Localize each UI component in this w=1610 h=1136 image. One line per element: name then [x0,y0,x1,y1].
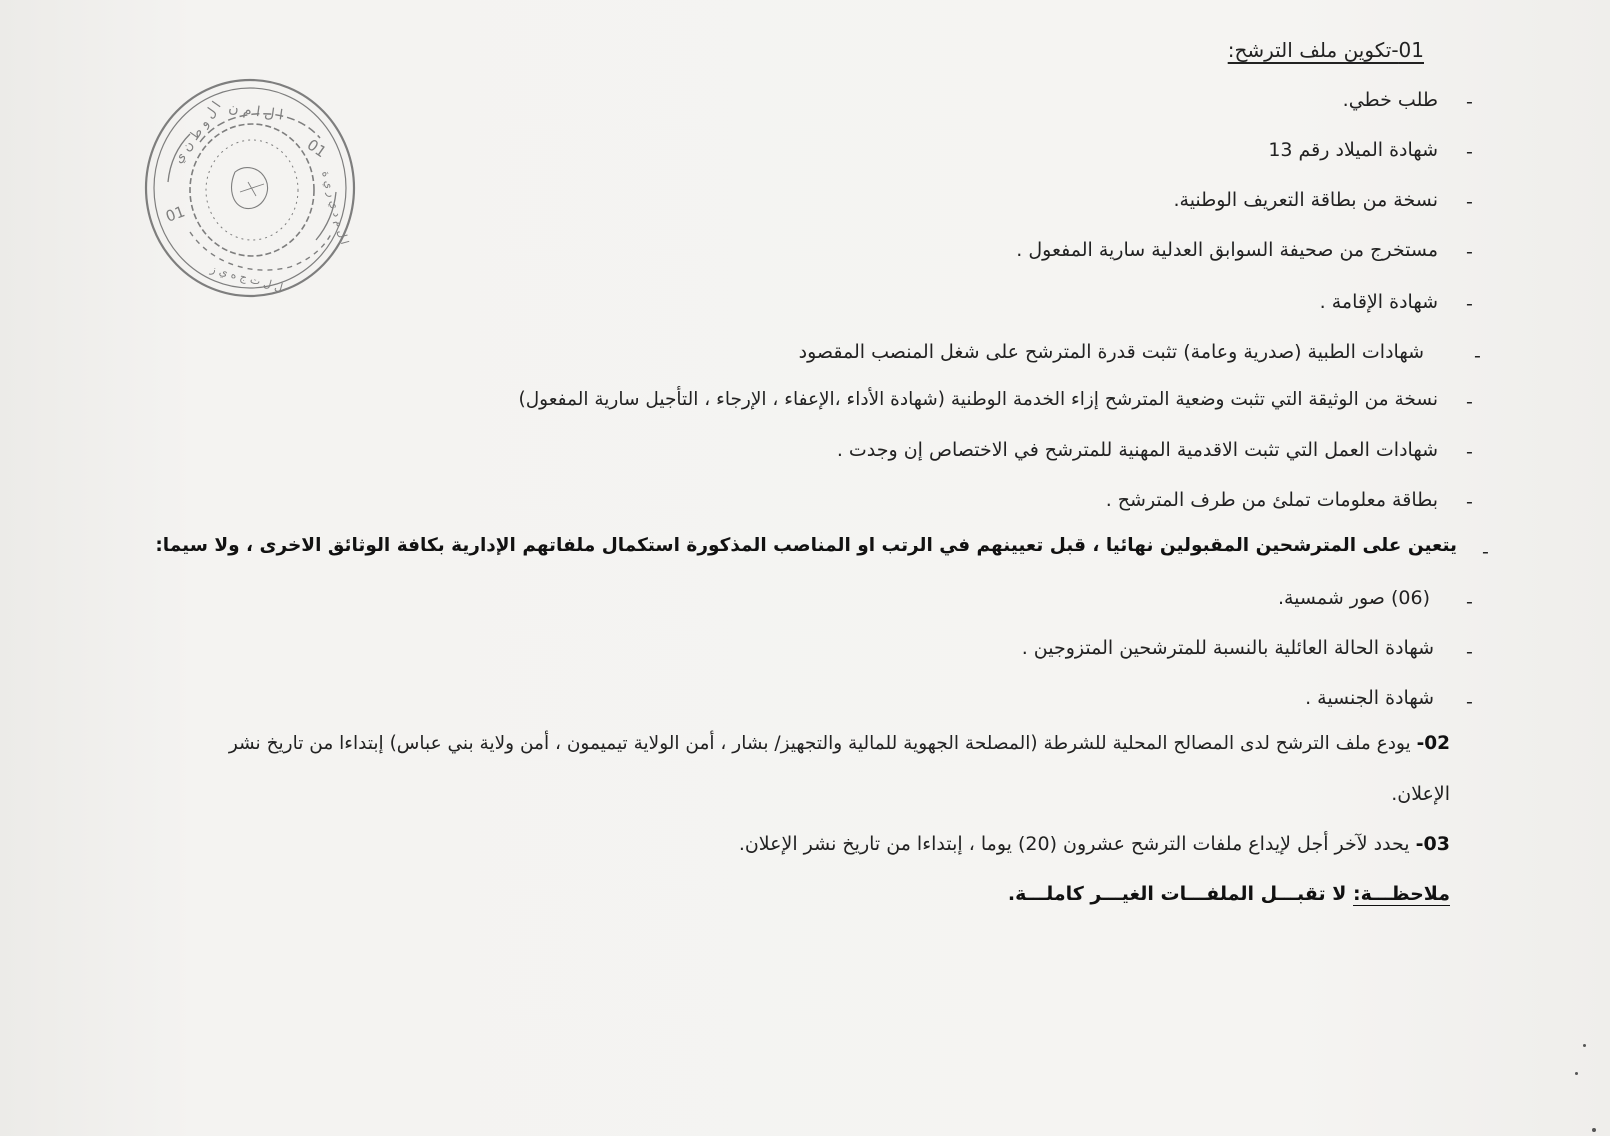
deadline-instructions [739,830,1450,858]
bullet-dash: - [1466,141,1473,163]
section-number: 03- [1415,833,1450,855]
scan-speck [1575,1072,1578,1075]
list-item: (06) صور شمسية. [1277,587,1430,609]
list-item: بطاقة معلومات تملئ من طرف المترشح . [1105,489,1438,511]
deadline-instructions-text: يحدد لآخر أجل لإيداع ملفات الترشح عشرون (20) يوما ، إبتداءا من تاريخ نشر الإعلان. [738,833,1410,855]
list-item: نسخة من الوثيقة التي تثبت وضعية المترشح إزاء الخدمة الوطنية (شهادة الأداء ،الإعفاء ، الإرجاء ، التأجيل سارية المفعول) [518,389,1438,410]
list-item: شهادة الجنسية . [1305,687,1434,709]
bullet-dash: - [1466,293,1473,315]
svg-text:ا ل و ط ن ي: ا ل و ط ن ي [170,98,225,167]
bullet-dash: - [1466,241,1473,263]
bullet-dash: - [1482,541,1489,563]
bullet-dash: - [1466,641,1473,663]
official-stamp-icon [140,72,365,304]
svg-text:ا ل ا م ن: ا ل ا م ن [227,100,284,124]
list-item: شهادة الإقامة . [1319,291,1438,313]
bullet-dash: - [1466,441,1473,463]
list-item: شهادة الميلاد رقم 13 [1268,139,1438,161]
required-documents-note: يتعين على المترشحين المقبولين نهائيا ، قبل تعيينهم في الرتب او المناصب المذكورة استكمال ملفاتهم الإدارية بكافة الوثائق الاخرى ، ولا سيما: [155,535,1457,556]
note-label: ملاحظـــة: [1353,883,1450,905]
deposit-instructions-continued: الإعلان. [1391,783,1450,805]
scan-speck [1592,1128,1596,1132]
list-item: طلب خطي. [1342,89,1438,111]
list-item: شهادة الحالة العائلية بالنسبة للمترشحين المتزوجين . [1021,637,1434,659]
bullet-dash: - [1466,591,1473,613]
note [1008,880,1450,908]
bullet-dash: - [1466,491,1473,513]
bullet-dash: - [1466,691,1473,713]
list-item: شهادات الطبية (صدرية وعامة) تثبت قدرة المترشح على شغل المنصب المقصود [798,341,1424,363]
deposit-instructions-text: يودع ملف الترشح لدى المصالح المحلية للشرطة (المصلحة الجهوية للمالية والتجهيز/ بشار ، أمن الولاية تيميمون ، أمن ولاية بني عباس) إبتداءا من تاريخ نشر [228,733,1411,754]
svg-text:01: 01 [303,135,330,162]
bullet-dash: - [1474,345,1481,367]
svg-text:ا ل م د ي ر ي ة: ا ل م د ي ر ي ة [319,169,352,246]
bullet-dash: - [1466,191,1473,213]
note-text: لا تقبـــل الملفـــات الغيـــر كاملـــة. [1007,883,1353,905]
section-heading-text: 01-تكوين ملف الترشح: [1227,38,1424,62]
list-item: مستخرج من صحيفة السوابق العدلية سارية المفعول . [1016,239,1438,261]
list-item: نسخة من بطاقة التعريف الوطنية. [1173,189,1438,211]
bullet-dash: - [1466,391,1473,413]
deposit-instructions [229,730,1450,758]
section-number: 02- [1416,733,1450,754]
list-item: شهادات العمل التي تثبت الاقدمية المهنية للمترشح في الاختصاص إن وجدت . [836,439,1438,461]
scan-speck [1583,1044,1586,1047]
section-heading [1228,36,1424,64]
svg-text:ل ل ت ج ه ي ز: ل ل ت ج ه ي ز [209,262,285,295]
bullet-dash: - [1466,91,1473,113]
svg-text:01: 01 [163,202,188,226]
